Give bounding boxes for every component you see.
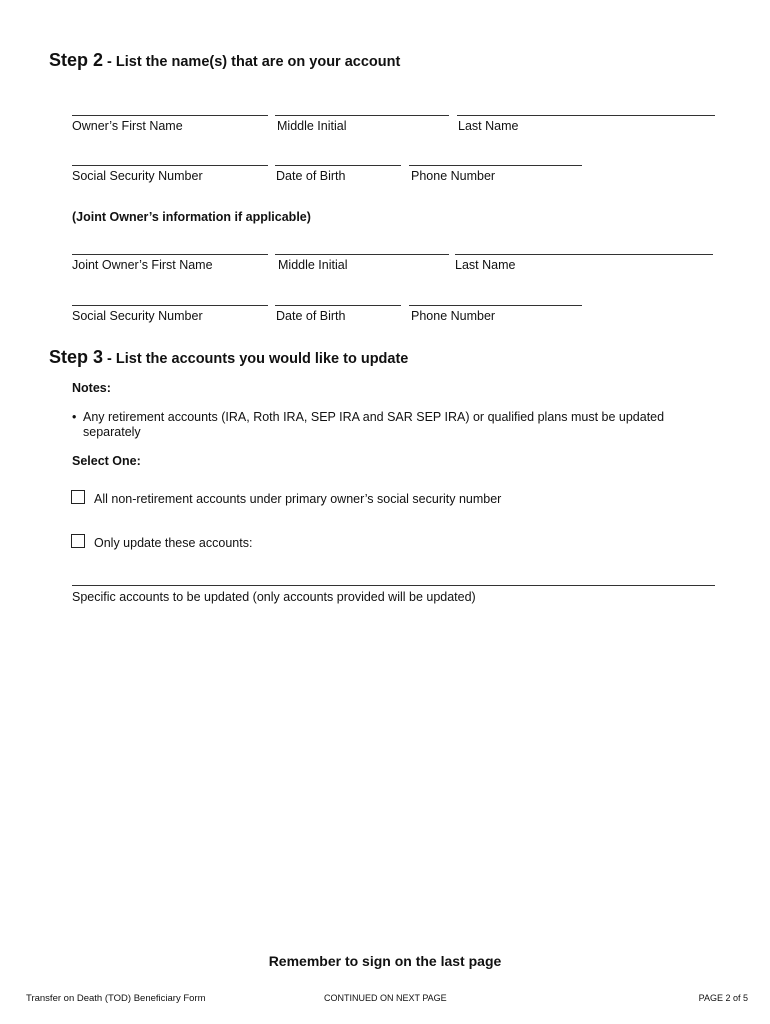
retirement-note-text: Any retirement accounts (IRA, Roth IRA, SEP IRA and SAR SEP IRA) or qualified plans must be updated separately [83, 410, 665, 439]
owner-phone-label: Phone Number [411, 169, 496, 183]
sign-reminder: Remember to sign on the last page [268, 953, 502, 969]
owner-first-name-field[interactable] [72, 115, 268, 116]
joint-dob-label: Date of Birth [276, 309, 346, 323]
joint-first-name-label: Joint Owner’s First Name [72, 258, 213, 272]
owner-middle-initial-label: Middle Initial [277, 119, 347, 133]
joint-dob-field[interactable] [275, 305, 401, 306]
footer-continued: CONTINUED ON NEXT PAGE [324, 993, 447, 1003]
joint-middle-initial-label: Middle Initial [278, 258, 348, 272]
all-accounts-option-label: All non-retirement accounts under primary owner’s social security number [94, 492, 502, 506]
joint-last-name-field[interactable] [455, 254, 713, 255]
only-these-accounts-label: Only update these accounts: [94, 536, 253, 550]
owner-middle-initial-field[interactable] [275, 115, 449, 116]
footer-page-number: PAGE 2 of 5 [698, 993, 748, 1003]
bullet-glyph: • [72, 410, 77, 424]
owner-ssn-field[interactable] [72, 165, 268, 166]
footer-form-name: Transfer on Death (TOD) Beneficiary Form [26, 993, 206, 1004]
only-these-accounts-checkbox[interactable] [71, 534, 85, 548]
joint-phone-field[interactable] [409, 305, 582, 306]
owner-ssn-label: Social Security Number [72, 169, 203, 183]
owner-dob-label: Date of Birth [276, 169, 346, 183]
step3-heading [49, 347, 408, 368]
specific-accounts-label: Specific accounts to be updated (only accounts provided will be updated) [72, 590, 476, 604]
owner-last-name-label: Last Name [458, 119, 519, 133]
step2-title: - List the name(s) that are on your account [103, 54, 401, 70]
owner-last-name-field[interactable] [457, 115, 715, 116]
joint-middle-initial-field[interactable] [275, 254, 449, 255]
joint-ssn-field[interactable] [72, 305, 268, 306]
all-accounts-checkbox[interactable] [71, 490, 85, 504]
step2-number: Step 2 [49, 50, 104, 70]
note-bullet-item [72, 410, 712, 440]
select-one-label: Select One: [72, 454, 141, 468]
owner-first-name-label: Owner’s First Name [72, 119, 183, 133]
owner-dob-field[interactable] [275, 165, 401, 166]
step3-title: - List the accounts you would like to update [103, 351, 409, 367]
joint-ssn-label: Social Security Number [72, 309, 203, 323]
joint-phone-label: Phone Number [411, 309, 496, 323]
step2-heading [49, 50, 400, 71]
specific-accounts-field[interactable] [72, 585, 715, 586]
joint-owner-heading: (Joint Owner’s information if applicable) [72, 210, 311, 224]
owner-phone-field[interactable] [409, 165, 582, 166]
joint-last-name-label: Last Name [455, 258, 516, 272]
notes-label: Notes: [72, 381, 111, 395]
step3-number: Step 3 [49, 347, 104, 367]
joint-first-name-field[interactable] [72, 254, 268, 255]
